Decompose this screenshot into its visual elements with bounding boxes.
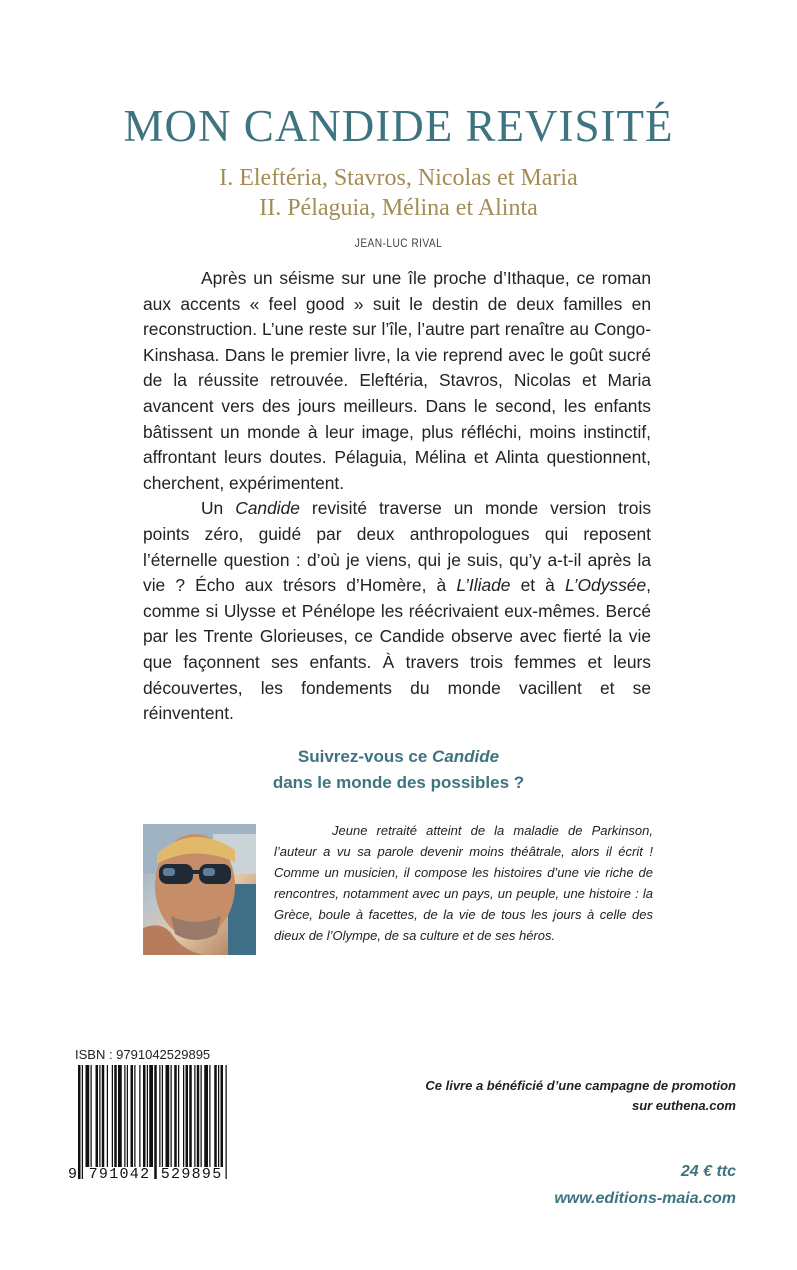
barcode-bar bbox=[221, 1065, 224, 1167]
promotion-notice bbox=[425, 1076, 736, 1116]
barcode-bar bbox=[147, 1065, 148, 1167]
barcode-bar bbox=[112, 1065, 113, 1167]
author-biography bbox=[274, 820, 653, 946]
tagline-question bbox=[0, 744, 797, 796]
barcode-bar bbox=[102, 1065, 105, 1167]
barcode-bar bbox=[78, 1065, 81, 1179]
barcode-bar bbox=[201, 1065, 202, 1167]
blurb-paragraph-2 bbox=[143, 496, 651, 726]
tagline-line-2: dans le monde des possibles ? bbox=[272, 773, 525, 792]
barcode-bar bbox=[143, 1065, 146, 1167]
subtitle-volume-1: I. Eleftéria, Stavros, Nicolas et Maria bbox=[219, 165, 578, 191]
barcode-bar bbox=[204, 1065, 208, 1167]
barcode-bar bbox=[107, 1065, 108, 1167]
barcode-bar bbox=[114, 1065, 117, 1167]
barcode-bar bbox=[194, 1065, 195, 1167]
barcode-bar bbox=[127, 1065, 128, 1167]
barcode-bar bbox=[171, 1065, 172, 1167]
barcode-bar bbox=[91, 1065, 92, 1167]
biography-text: Jeune retraité atteint de la maladie de Parkinson, l’auteur a vu sa parole devenir moins théâtrale, alors il écrit ! Comme un musicien, il compose les histoires d’une vie riche de rencontres, notamment avec un pays, un peuple, une histoire : la Grèce, boule à facettes, de la vie de tous les jours à celle des dieux de l’Olympe, de sa culture et de ses héros. bbox=[274, 823, 653, 943]
author-name: JEAN-LUC RIVAL bbox=[354, 236, 443, 250]
barcode-bar bbox=[134, 1065, 135, 1167]
blurb-emphasis: L’Odyssée bbox=[564, 575, 647, 596]
barcode-bar bbox=[131, 1065, 134, 1167]
tagline-line-1 bbox=[0, 744, 797, 770]
blurb-paragraph-1: Après un séisme sur une île proche d’Ithaque, ce roman aux accents « feel good » suit le destin de deux familles en reconstruction. L’une reste sur l’île, l’autre part renaître au Congo-Kinshasa. Dans le premier livre, la vie reprend avec le goût sucré de la réussite retrouvée. Eleftéria, Stavros, Nicolas et Maria avancent vers des jours meilleurs. Dans le second, les enfants bâtissent un monde à leur image, plus réfléchi, moins instinctif, affrontant leurs doutes. Pélaguia, Mélina et Alinta questionnent, cherchent, expérimentent. bbox=[143, 268, 651, 493]
blurb-emphasis: L’Iliade bbox=[456, 575, 511, 596]
barcode-bar bbox=[178, 1065, 179, 1167]
barcode bbox=[78, 1065, 230, 1179]
book-title: MON CANDIDE REVISITÉ bbox=[123, 101, 674, 151]
isbn-label: ISBN : 9791042529895 bbox=[75, 1047, 211, 1062]
author-photo bbox=[143, 824, 256, 955]
barcode-bar bbox=[118, 1065, 122, 1167]
subtitle-volume-2: II. Pélaguia, Mélina et Alinta bbox=[259, 195, 538, 221]
blurb-text: et à bbox=[510, 575, 565, 596]
price-and-website bbox=[554, 1158, 736, 1212]
blurb-text: Un bbox=[201, 498, 236, 519]
barcode-bar bbox=[226, 1065, 227, 1179]
blurb-text: revisité traverse un monde version trois points zéro, guidé par deux anthropologues qui reposent l’éternelle question : d’où je viens, qui je suis, qu’y a-t-il après la vie ? Écho aux trésors d’Homère, à bbox=[143, 498, 652, 596]
author-photo-illustration bbox=[143, 824, 256, 955]
barcode-bar bbox=[86, 1065, 90, 1167]
barcode-bar bbox=[197, 1065, 200, 1167]
tagline-emphasis: Candide bbox=[432, 747, 500, 766]
barcode-bar bbox=[154, 1065, 157, 1179]
barcode-bar bbox=[186, 1065, 189, 1167]
barcode-bar bbox=[174, 1065, 177, 1167]
barcode-bar bbox=[82, 1065, 83, 1179]
barcode-bar bbox=[214, 1065, 217, 1167]
barcode-bar bbox=[99, 1065, 100, 1167]
blurb-text: , comme si Ulysse et Pénélope les réécrivaient eux-mêmes. Bercé par les Trente Glorieuses, ce Candide observe avec fierté la vie que façonnent ses enfants. À travers trois femmes et leurs découvertes, les fondements du monde vacillent et se réinventent. bbox=[143, 575, 651, 724]
barcode-bar bbox=[149, 1065, 153, 1167]
blurb-emphasis: Candide bbox=[235, 498, 300, 519]
price: 24 € ttc bbox=[680, 1163, 736, 1180]
barcode-bar bbox=[166, 1065, 170, 1167]
publisher-website: www.editions-maia.com bbox=[554, 1190, 736, 1207]
barcode-bar bbox=[162, 1065, 163, 1167]
back-cover-blurb bbox=[143, 266, 651, 727]
barcode-bar bbox=[139, 1065, 140, 1167]
promotion-line-2: sur euthena.com bbox=[631, 1098, 736, 1113]
barcode-digits: 9 791042 529895 bbox=[68, 1166, 223, 1183]
tagline-text: Suivrez-vous ce bbox=[297, 747, 433, 766]
barcode-bar bbox=[124, 1065, 125, 1167]
barcode-bar bbox=[96, 1065, 99, 1167]
barcode-bar bbox=[218, 1065, 219, 1167]
promotion-line-1: Ce livre a bénéficié d’une campagne de promotion bbox=[425, 1078, 736, 1093]
barcode-bar bbox=[159, 1065, 160, 1167]
barcode-bar bbox=[189, 1065, 192, 1167]
barcode-bar bbox=[209, 1065, 210, 1167]
barcode-bar bbox=[183, 1065, 184, 1167]
